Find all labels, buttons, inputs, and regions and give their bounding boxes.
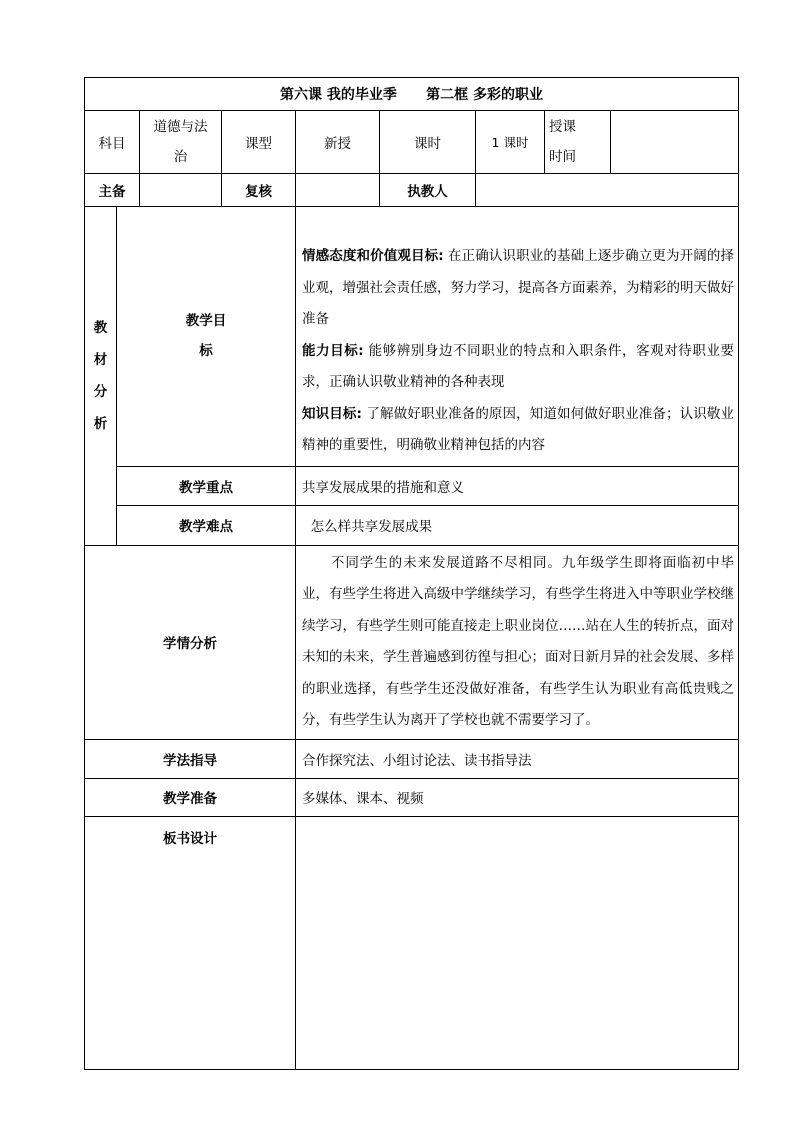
knowledge-goal-heading: 知识目标:: [302, 405, 362, 422]
main-preparer-label: 主备: [85, 174, 140, 207]
teaching-prep-text: 多媒体、课本、视频: [296, 778, 739, 816]
subject-value-line2: 治: [173, 149, 188, 165]
hours-value: 1 课时: [476, 111, 545, 174]
teaching-goals-content: [296, 207, 739, 467]
key-points-label: 教学重点: [117, 466, 296, 505]
subject-label: 科目: [85, 111, 140, 174]
emotion-goal-heading: 情感态度和价值观目标:: [302, 248, 444, 264]
lesson-plan-table: [84, 77, 739, 1070]
material-analysis-char: 教: [93, 319, 108, 336]
class-time-label: [545, 111, 611, 174]
lesson-title: 第六课 我的毕业季: [280, 87, 397, 103]
material-analysis-label: [85, 207, 117, 546]
student-analysis-text: 不同学生的未来发展道路不尽相同。九年级学生即将面临初中毕业，有些学生将进入高级中学继续学习，有些学生将进入中等职业学校继续学习，有些学生则可能直接走上职业岗位……站在人生的转折点，面对未知的未来，学生普遍感到彷徨与担心；面对日新月异的社会发展、多样的职业选择，有些学生还没做好准备，有些学生认为职业有高低贵贱之分，有些学生认为离开了学校也就不需要学习了。: [302, 554, 735, 728]
ability-goal-text: 能够辨别身边不同职业的特点和入职条件，客观对待职业要求，正确认识敬业精神的各种表现: [302, 342, 735, 390]
material-analysis-char: 析: [93, 415, 108, 432]
teacher-label: 执教人: [380, 174, 476, 207]
lesson-type-label: 课型: [222, 111, 296, 174]
class-time-label-line2: 时间: [549, 149, 576, 165]
teaching-goals-label: [117, 207, 296, 467]
page-title: [85, 78, 739, 111]
emotion-goal-text: 在正确认识职业的基础上逐步确立更为开阔的择业观，增强社会责任感，努力学习，提高各方面素养，为精彩的明天做好准备: [302, 248, 735, 327]
study-method-label: 学法指导: [85, 739, 296, 778]
board-design-label: 板书设计: [85, 816, 296, 1069]
emotion-goal: [302, 241, 734, 336]
study-method-text: 合作探究法、小组讨论法、读书指导法: [296, 739, 739, 778]
subject-value: [140, 111, 222, 174]
student-analysis-label: 学情分析: [85, 545, 296, 739]
section-title: 第二框 多彩的职业: [426, 87, 544, 103]
class-time-value: [611, 111, 739, 174]
subject-value-line1: 道德与法: [153, 119, 208, 135]
ability-goal-heading: 能力目标:: [302, 342, 364, 359]
reviewer-label: 复核: [222, 174, 296, 207]
key-points-text: 共享发展成果的措施和意义: [296, 466, 739, 505]
reviewer-value: [296, 174, 380, 207]
class-time-label-line1: 授课: [549, 119, 576, 135]
teaching-goals-label-line2: 标: [199, 343, 213, 360]
material-analysis-char: 分: [93, 383, 108, 400]
teacher-value: [476, 174, 739, 207]
knowledge-goal-text: 了解做好职业准备的原因，知道如何做好职业准备；认识敬业精神的重要性，明确敬业精神包括的内容: [302, 405, 735, 453]
board-design-content: [296, 816, 739, 1069]
student-analysis-content: [296, 545, 739, 739]
difficult-points-label: 教学难点: [117, 505, 296, 545]
main-preparer-value: [140, 174, 222, 207]
hours-label: 课时: [380, 111, 476, 174]
knowledge-goal: [302, 399, 734, 462]
material-analysis-char: 材: [93, 351, 108, 368]
teaching-goals-label-line1: 教学目: [185, 313, 227, 330]
lesson-type-value: 新授: [296, 111, 380, 174]
difficult-points-text: 怎么样共享发展成果: [296, 505, 739, 545]
teaching-prep-label: 教学准备: [85, 778, 296, 816]
ability-goal: [302, 336, 734, 399]
